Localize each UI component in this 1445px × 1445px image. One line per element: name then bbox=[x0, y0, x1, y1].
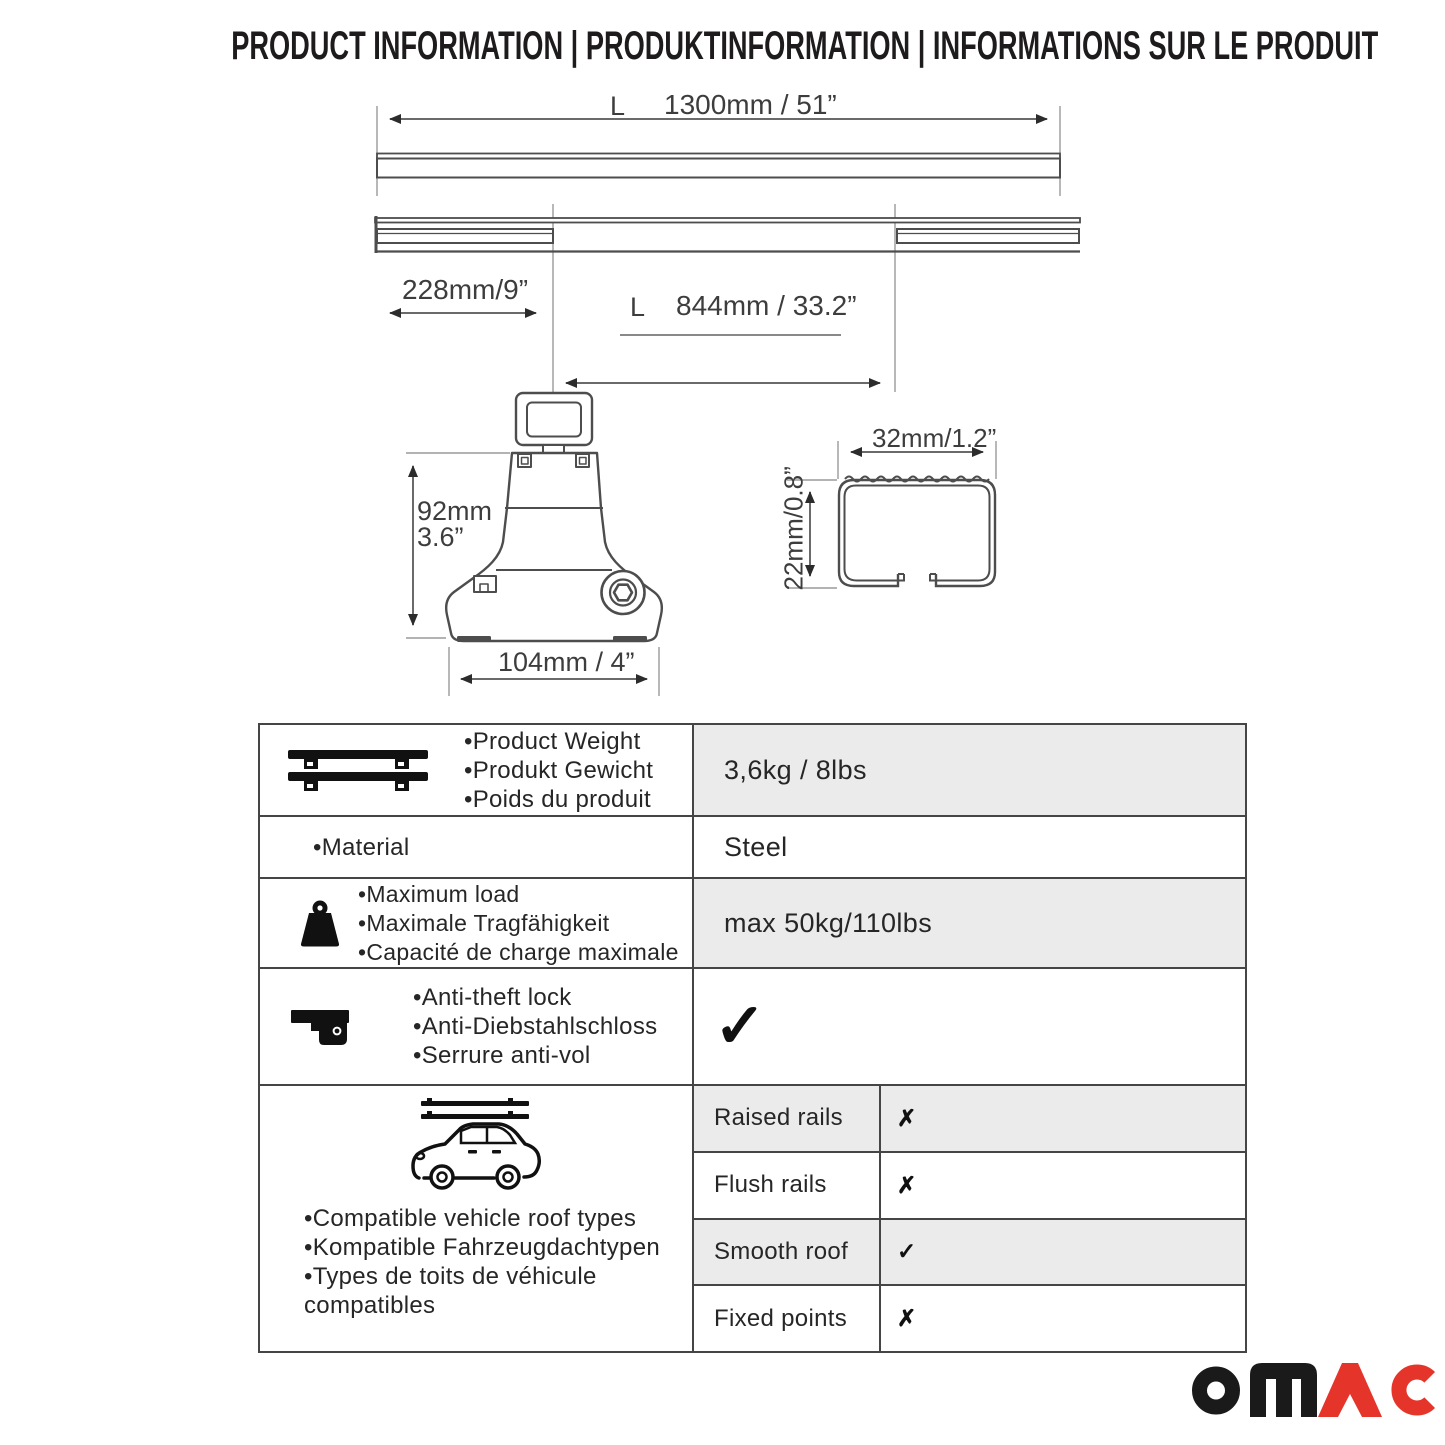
product-weight-label-cell bbox=[260, 725, 694, 815]
roof-type-row-raised-rails bbox=[694, 1086, 1245, 1151]
roof-types-labels: •Compatible vehicle roof types •Kompatible Fahrzeugdachtypen •Types de toits de véhicule compatibles bbox=[304, 1205, 660, 1319]
smooth-roof-mark: ✓ bbox=[897, 1238, 917, 1265]
full-length-prefix: L bbox=[610, 91, 626, 121]
flush-rails-mark: ✗ bbox=[897, 1171, 917, 1198]
foot-width-dimension: 104mm / 4” bbox=[498, 647, 635, 677]
logo-letter-c bbox=[1399, 1372, 1430, 1408]
logo-letter-m bbox=[1250, 1363, 1317, 1417]
table-row-anti-theft bbox=[260, 967, 1245, 1084]
omac-logo bbox=[1190, 1361, 1445, 1419]
maximum-load-label-cell bbox=[260, 879, 694, 967]
table-row-material bbox=[260, 815, 1245, 877]
maximum-load-value-cell bbox=[694, 879, 1245, 967]
product-weight-value-cell bbox=[694, 725, 1245, 815]
roof-types-label-cell bbox=[260, 1086, 694, 1351]
maximum-load-value: max 50kg/110lbs bbox=[724, 907, 933, 938]
car-roof-icon bbox=[410, 1098, 542, 1196]
spec-table bbox=[258, 723, 1247, 1353]
table-row-roof-types bbox=[260, 1084, 1245, 1351]
profile-height-dimension: 22mm/0.8” bbox=[778, 466, 809, 591]
anti-theft-value-cell bbox=[694, 969, 1245, 1084]
material-label-cell bbox=[260, 817, 694, 877]
smooth-roof-label: Smooth roof bbox=[694, 1220, 881, 1285]
material-label: •Material bbox=[313, 833, 410, 861]
crossbar-span-drawing bbox=[375, 216, 1080, 253]
fixed-points-mark: ✗ bbox=[897, 1305, 917, 1332]
maximum-load-labels: •Maximum load •Maximale Tragfähigkeit •Capacité de charge maximale bbox=[358, 880, 679, 965]
page-title: PRODUCT INFORMATION | PRODUKTINFORMATION | INFORMATIONS SUR LE PRODUIT bbox=[231, 24, 1379, 68]
roof-type-row-smooth-roof bbox=[694, 1218, 1245, 1285]
material-value: Steel bbox=[724, 831, 788, 862]
product-weight-labels: •Product Weight •Produkt Gewicht •Poids du produit bbox=[464, 727, 654, 813]
flush-rails-label: Flush rails bbox=[694, 1153, 881, 1218]
fixed-points-label: Fixed points bbox=[694, 1286, 881, 1351]
raised-rails-label: Raised rails bbox=[694, 1086, 881, 1151]
raised-rails-mark: ✗ bbox=[897, 1104, 917, 1131]
product-weight-value: 3,6kg / 8lbs bbox=[724, 754, 867, 785]
span-dimension: 844mm / 33.2” bbox=[676, 290, 857, 321]
roof-type-row-fixed-points bbox=[694, 1284, 1245, 1351]
logo-letter-a bbox=[1318, 1363, 1382, 1417]
profile-width-dimension: 32mm/1.2” bbox=[872, 423, 997, 453]
crossbar-drawing bbox=[377, 154, 1060, 178]
weight-icon bbox=[294, 900, 346, 947]
roof-types-subtable bbox=[694, 1086, 1245, 1351]
table-row-maximum-load bbox=[260, 877, 1245, 967]
anti-theft-lock-icon bbox=[291, 1007, 349, 1047]
span-prefix: L bbox=[630, 292, 646, 322]
material-value-cell bbox=[694, 817, 1245, 877]
anti-theft-checkmark: ✓ bbox=[714, 991, 766, 1061]
anti-theft-labels: •Anti-theft lock •Anti-Diebstahlschloss •Serrure anti-vol bbox=[413, 984, 658, 1069]
full-length-dimension: 1300mm / 51” bbox=[664, 89, 837, 120]
logo-letter-o bbox=[1200, 1374, 1233, 1407]
foot-height-in: 3.6” bbox=[417, 522, 464, 552]
table-row-product-weight bbox=[260, 725, 1245, 815]
bar-profile-drawing bbox=[839, 477, 995, 587]
anti-theft-label-cell bbox=[260, 969, 694, 1084]
roof-type-row-flush-rails bbox=[694, 1151, 1245, 1218]
foot-height-mm: 92mm bbox=[417, 496, 493, 526]
roof-rack-bars-icon bbox=[288, 750, 428, 791]
overhang-dimension: 228mm/9” bbox=[402, 274, 529, 305]
